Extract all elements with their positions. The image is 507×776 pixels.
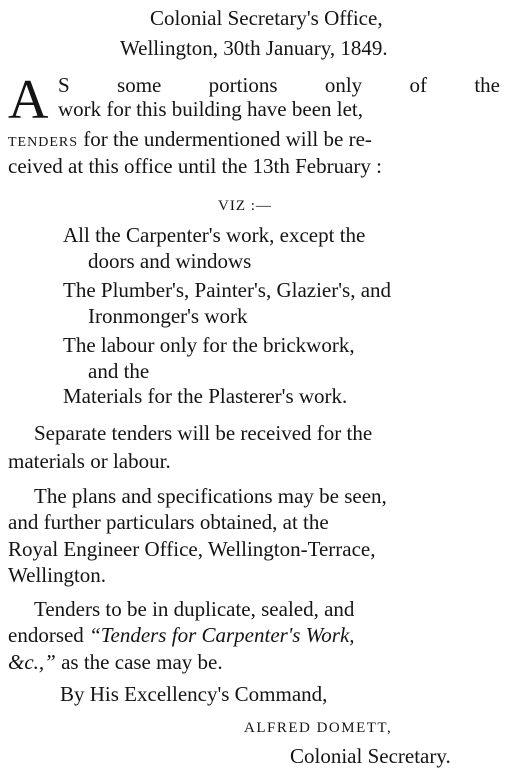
viz-label: VIZ :— (218, 198, 272, 214)
para1-word: of (409, 73, 428, 97)
para3-line1: The plans and specifications may be seen, (34, 484, 387, 508)
para1-line4: ceived at this office until the 13th February : (8, 154, 383, 178)
item-plumber-cont: Ironmonger's work (88, 304, 248, 328)
para1-word: the (474, 73, 500, 97)
item-carpenter: All the Carpenter's work, except the (63, 223, 366, 247)
drop-cap-letter: A (8, 69, 49, 131)
para4-line3 (8, 650, 223, 674)
command-line: By His Excellency's Command, (60, 682, 328, 706)
para4-italic-etc: &c.,” (8, 650, 56, 674)
para1-word: portions (208, 73, 278, 97)
para4-line2-text: endorsed (8, 623, 90, 647)
para1-line2: work for this building have been let, (58, 97, 364, 121)
item-labour: The labour only for the brickwork, (63, 333, 355, 357)
para2-line1: Separate tenders will be received for the (34, 421, 373, 445)
para1-line3 (8, 127, 372, 155)
item-plumber: The Plumber's, Painter's, Glazier's, and (63, 278, 392, 302)
item-materials: Materials for the Plasterer's work. (63, 384, 348, 408)
para2-line2: materials or labour. (8, 449, 171, 473)
para1-line3-text: for the undermentioned will be re- (78, 127, 372, 151)
para3-line4: Wellington. (8, 563, 107, 587)
item-labour-cont: and the (88, 359, 150, 383)
para3-line3: Royal Engineer Office, Wellington-Terrace, (8, 537, 376, 561)
para1-word: only (324, 73, 363, 97)
office-heading: Colonial Secretary's Office, (150, 6, 383, 30)
tenders-smallcaps: TENDERS (8, 135, 78, 150)
dateline: Wellington, 30th January, 1849. (120, 36, 388, 60)
para1-word: some (117, 73, 162, 97)
signatory-name: ALFRED DOMETT, (244, 720, 393, 736)
signatory-title: Colonial Secretary. (290, 744, 451, 768)
para4-line3-text: as the case may be. (55, 650, 223, 674)
para4-line1: Tenders to be in duplicate, sealed, and (34, 597, 355, 621)
item-carpenter-cont: doors and windows (88, 249, 252, 273)
para4-line2 (8, 623, 355, 647)
para3-line2: and further particulars obtained, at the (8, 510, 329, 534)
para1-word: S (58, 73, 70, 97)
para4-italic-quote: “Tenders for Carpenter's Work, (89, 623, 355, 647)
para1-line1 (58, 73, 500, 97)
